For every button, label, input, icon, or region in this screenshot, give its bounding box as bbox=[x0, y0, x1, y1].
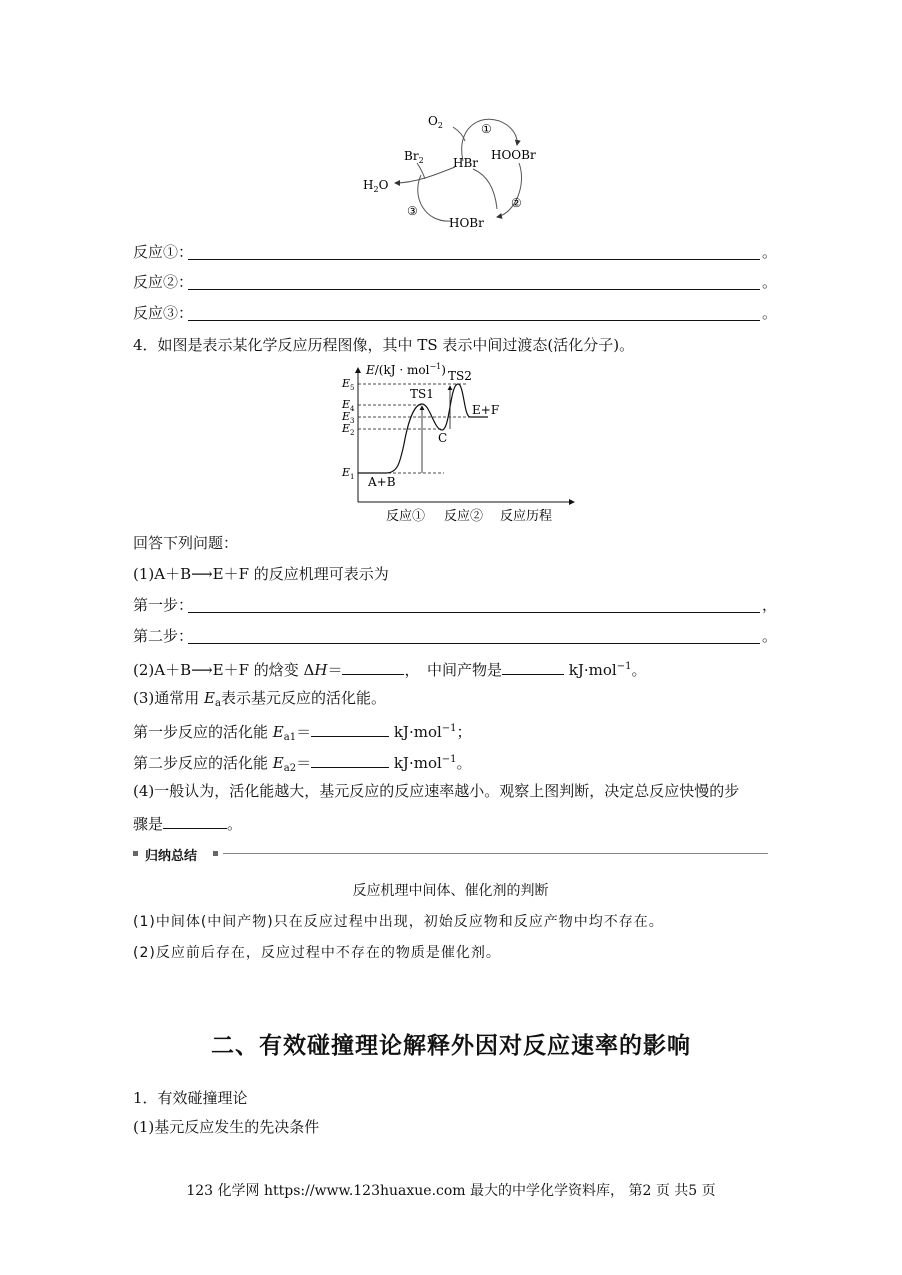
q4-line-1: (4)一般认为，活化能越大，基元反应的反应速率越小。观察上图判断，决定总反应快慢的步 bbox=[133, 782, 740, 800]
q2-enthalpy-blank[interactable] bbox=[342, 658, 404, 675]
q2-text: (2)A＋B⟶E＋F 的焓变 ΔH＝ ， 中间产物是 kJ·mol$^{-1}$。 bbox=[133, 657, 646, 680]
step-1-label: ① bbox=[481, 122, 492, 136]
level-e1: $E_1$ bbox=[342, 466, 355, 481]
q1-step2-label: 第二步： bbox=[133, 627, 194, 645]
q1-step1-answer-line[interactable] bbox=[188, 612, 760, 613]
q1-step1-end: ， bbox=[762, 596, 778, 614]
ab-label: A+B bbox=[368, 475, 396, 489]
page-footer: 123 化学网 https://www.123huaxue.com 最大的中学化学资料库， 第2 页 共5 页 bbox=[186, 1183, 716, 1199]
level-e5: $E_5$ bbox=[342, 377, 355, 392]
q1-text: (1)A＋B⟶E＋F 的反应机理可表示为 bbox=[133, 565, 389, 583]
x-axis-label: 反应历程 bbox=[500, 509, 553, 524]
reaction-2-label: 反应②： bbox=[133, 273, 194, 291]
q3-text: (3)通常用 $E_a$表示基元反应的活化能。 bbox=[133, 689, 386, 709]
q4-step-blank[interactable] bbox=[163, 812, 227, 829]
q1-step2-end: 。 bbox=[762, 627, 778, 645]
br2-label: $Br_2$ bbox=[404, 149, 424, 165]
q3-step1: 第一步反应的活化能 $E_{a1}= kJ\cdot mol^{-1}$； bbox=[133, 719, 472, 748]
q1-step2-answer-line[interactable] bbox=[188, 643, 760, 644]
arrow-icon: ⟶ bbox=[191, 565, 213, 583]
section-2-item-1a: (1)基元反应发生的先决条件 bbox=[133, 1118, 320, 1136]
q3-step2: 第二步反应的活化能 $E_{a2}= kJ\cdot mol^{-1}$。 bbox=[133, 750, 472, 779]
reaction-1-answer-line[interactable] bbox=[188, 259, 760, 260]
reaction-3-answer-line[interactable] bbox=[188, 320, 760, 321]
reaction-1-label: 反应①： bbox=[133, 243, 194, 261]
c-label: C bbox=[438, 431, 448, 445]
hobr-label: HOBr bbox=[449, 216, 484, 230]
ts1-label: TS1 bbox=[410, 387, 434, 401]
reaction-cycle-diagram bbox=[355, 105, 545, 235]
level-e4: $E_4$ bbox=[342, 398, 355, 413]
q4-line-2: 骤是 。 bbox=[133, 812, 242, 834]
hoobr-label: HOOBr bbox=[491, 148, 536, 162]
summary-bullet-right bbox=[213, 851, 218, 856]
o2-label: $O_2$ bbox=[428, 114, 443, 130]
h2o-label: $H_2O$ bbox=[363, 178, 389, 194]
x-label-reaction-1: 反应① bbox=[386, 509, 426, 524]
hbr-label: HBr bbox=[453, 156, 479, 170]
reaction-2-end: 。 bbox=[762, 273, 778, 291]
level-e3: $E_3$ bbox=[342, 410, 355, 425]
summary-bullet-left bbox=[133, 851, 138, 856]
question-4-intro: 4．如图是表示某化学反应历程图像，其中 TS 表示中间过渡态(活化分子)。 bbox=[133, 336, 635, 354]
step-2-label: ② bbox=[511, 196, 522, 210]
reaction-1-end: 。 bbox=[762, 243, 778, 261]
reaction-3-label: 反应③： bbox=[133, 304, 194, 322]
summary-divider bbox=[223, 853, 768, 854]
summary-tag: 归纳总结 bbox=[145, 849, 198, 864]
q1-step1-label: 第一步： bbox=[133, 596, 194, 614]
q2-intermediate-blank[interactable] bbox=[502, 658, 564, 675]
q3-ea2-blank[interactable] bbox=[311, 751, 389, 768]
x-label-reaction-2: 反应② bbox=[444, 509, 484, 524]
section-2-item-1: 1．有效碰撞理论 bbox=[133, 1089, 248, 1107]
reaction-3-end: 。 bbox=[762, 304, 778, 322]
summary-point-1: (1)中间体(中间产物)只在反应过程中出现，初始反应物和反应产物中均不存在。 bbox=[133, 914, 664, 930]
summary-point-2: (2)反应前后存在，反应过程中不存在的物质是催化剂。 bbox=[133, 945, 501, 961]
answer-prompt: 回答下列问题： bbox=[133, 534, 239, 552]
ts2-label: TS2 bbox=[448, 369, 472, 383]
energy-profile-diagram bbox=[338, 362, 578, 528]
y-axis-label: E/(kJ · mol$^{-1}$) bbox=[366, 362, 446, 377]
q3-ea1-blank[interactable] bbox=[311, 720, 389, 737]
level-e2: $E_2$ bbox=[342, 422, 355, 437]
arrow-icon: ⟶ bbox=[191, 661, 213, 679]
summary-header bbox=[133, 846, 768, 862]
section-2-title: 二、有效碰撞理论解释外因对反应速率的影响 bbox=[211, 1033, 691, 1059]
step-3-label: ③ bbox=[407, 204, 418, 218]
summary-title: 反应机理中间体、催化剂的判断 bbox=[352, 883, 549, 899]
reaction-2-answer-line[interactable] bbox=[188, 289, 760, 290]
ef-label: E+F bbox=[472, 403, 500, 417]
